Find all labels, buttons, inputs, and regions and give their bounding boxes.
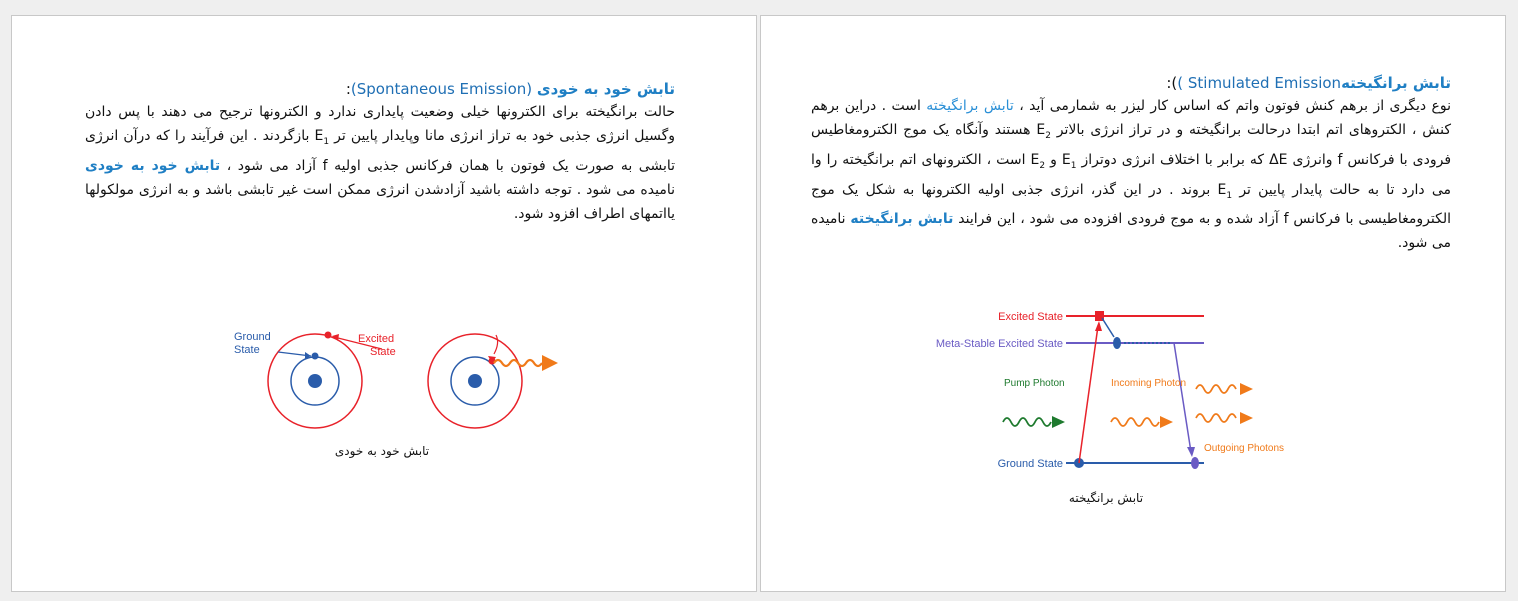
label-excited-state: Excited State xyxy=(998,311,1063,323)
para-text: و xyxy=(1050,151,1057,168)
figure-caption: تابش خود به خودی xyxy=(334,444,430,458)
symbol-e2: $E_2$ xyxy=(1036,122,1051,141)
body-paragraph xyxy=(811,94,1451,255)
para-text: حالت برانگیخته برای الکترونها خیلی وضعیت پایداری ندارد و الکترونها ترجیح می دهند با پس دادن وگسیل انرژی جذبی خود به تراز انرژی مانا وپایدار پایین تر xyxy=(85,104,676,144)
para-text: است . دراین برهم کنش ، الکتروهای اتم ابتدا درحالت برانگیخته و در تراز انرژی بالاتر xyxy=(811,98,1451,138)
para-text: نوع دیگری از برهم کنش فوتون واتم که اساس کار لیزر به شمارمی آید ، xyxy=(1019,98,1451,114)
stimulated-emission-section xyxy=(811,72,1451,255)
label-ground-state: State xyxy=(234,344,260,356)
heading-colon: : xyxy=(345,80,351,98)
body-paragraph xyxy=(85,100,675,226)
para-text: نامیده می شود. xyxy=(811,211,1451,252)
section-heading xyxy=(85,78,675,100)
label-excited-state: State xyxy=(370,346,396,358)
label-incoming-photon: Incoming Photon xyxy=(1111,378,1187,389)
spontaneous-emission-diagram xyxy=(222,321,562,436)
heading-english: (Spontaneous Emission) xyxy=(350,80,533,98)
nucleus-right xyxy=(468,374,482,388)
section-heading xyxy=(811,72,1451,94)
symbol-f: f xyxy=(322,157,328,174)
spontaneous-emission-section xyxy=(85,78,675,226)
label-ground-state: Ground State xyxy=(997,458,1063,470)
pump-photon-wave xyxy=(1003,418,1051,426)
symbol-delta-e: ΔE xyxy=(1269,151,1288,168)
heading-persian: تابش برانگیخته xyxy=(1341,74,1451,92)
heading-colon: ): xyxy=(1166,74,1178,92)
figure-caption: تابش برانگیخته xyxy=(1068,491,1144,505)
symbol-f: f xyxy=(1283,211,1289,228)
outgoing-photon-wave-2 xyxy=(1196,414,1236,422)
pump-transition-arrow xyxy=(1079,326,1098,463)
para-text: نامیده می شود . توجه داشته باشید آزادشدن انرژی ممکن است غیر تابشی باشد و به انرژی مولکولها یااتمهای اطراف افزود شود. xyxy=(85,181,675,222)
heading-english: ( Stimulated Emission xyxy=(1177,74,1342,92)
para-text: وانرژی xyxy=(1292,151,1333,168)
heading-persian: تابش خود به خودی xyxy=(536,80,675,98)
decay-arrow xyxy=(1102,318,1114,337)
label-ground: Ground xyxy=(234,331,271,343)
photon-arrowhead xyxy=(542,355,558,371)
para-text: است ، الکترونهای اتم برانگیخته را وا می دارد تا به حالت پایدار پایین تر xyxy=(811,151,1452,198)
outgoing-photon-wave-1 xyxy=(1196,385,1236,393)
para-text: هستند وآنگاه یک موج الکترومغاطیس فرودی با فرکانس xyxy=(811,122,1452,168)
para-text: بروند . در این گذر، انرژی جذبی اولیه الکترونها به شکل یک موج الکترومغاطیسی با فرکانس xyxy=(811,181,1452,228)
document-page-right xyxy=(760,15,1506,592)
stimulated-transition-arrow xyxy=(1174,343,1191,452)
label-metastable-state: Meta-Stable Excited State xyxy=(935,338,1063,350)
electron-metastable xyxy=(1113,337,1121,349)
para-text: که برابر با اختلاف انرژی دوتراز xyxy=(1081,151,1265,168)
electron-ground-right xyxy=(1191,457,1199,469)
symbol-e1: $E_1$ xyxy=(1217,181,1233,201)
nucleus-left xyxy=(308,374,322,388)
symbol-e2: $E_2$ xyxy=(1030,151,1046,171)
document-page-left xyxy=(11,15,757,592)
para-text: بازگردند . این فرآیند را که درآن انرژی تابشی به صورت یک فوتون با همان فرکانس جذبی اولیه xyxy=(85,128,676,174)
symbol-e1: $E_1$ xyxy=(314,128,330,147)
para-text: آزاد می شود ، xyxy=(226,157,317,174)
label-pump-photon: Pump Photon xyxy=(1004,378,1065,389)
term-spontaneous: تابش خود به خودی xyxy=(85,157,221,174)
term-stimulated: تابش برانگیخته xyxy=(850,211,954,228)
incoming-photon-wave xyxy=(1111,418,1159,426)
label-outgoing-photons: Outgoing Photons xyxy=(1204,443,1285,454)
electron-excited xyxy=(325,332,332,339)
label-excited: Excited xyxy=(358,333,395,345)
electron-ground xyxy=(312,353,319,360)
symbol-f: f xyxy=(1337,151,1343,168)
term-stimulated-light: تابش برانگیخته xyxy=(926,98,1014,114)
para-text: آزاد شده و به موج فرودی افزوده می شود ، این فرایند xyxy=(958,211,1279,228)
stimulated-emission-diagram xyxy=(935,304,1285,479)
symbol-e1: $E_1$ xyxy=(1061,151,1077,171)
